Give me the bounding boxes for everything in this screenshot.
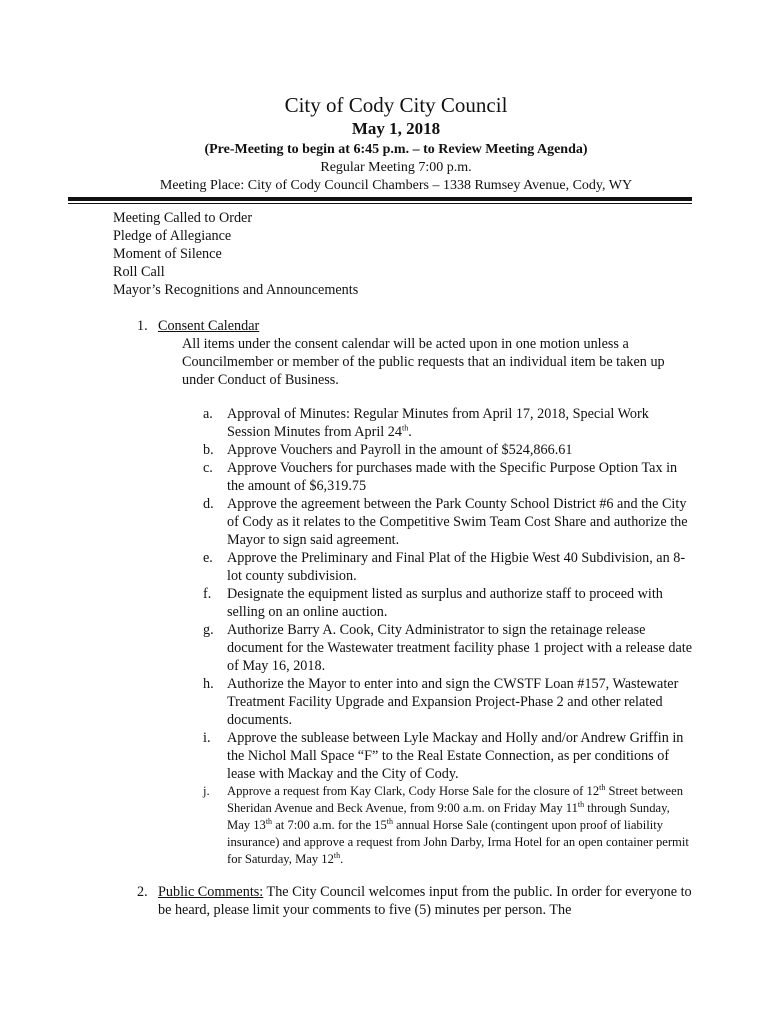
item-label: c. bbox=[203, 460, 213, 476]
item-text: Authorize the Mayor to enter into and sign the CWSTF Loan #157, Wastewater Treatment Facility Upgrade and Expansion Project-Phase 2 and other related documents. bbox=[227, 676, 679, 728]
section-consent-calendar bbox=[137, 317, 697, 389]
pre-meeting-note: (Pre-Meeting to begin at 6:45 p.m. – to Review Meeting Agenda) bbox=[204, 142, 588, 157]
opening-item: Pledge of Allegiance bbox=[113, 228, 232, 244]
list-item bbox=[203, 495, 693, 549]
list-item bbox=[203, 459, 693, 495]
item-label: e. bbox=[203, 550, 213, 566]
consent-items-list bbox=[203, 405, 693, 868]
list-item bbox=[203, 621, 693, 675]
list-item bbox=[203, 585, 693, 621]
item-label: g. bbox=[203, 622, 214, 638]
item-superscript: th bbox=[333, 850, 341, 860]
item-superscript: th bbox=[401, 423, 409, 433]
item-text-end: . bbox=[408, 424, 412, 440]
item-text: Approve the agreement between the Park County School District #6 and the City of Cody as it relates to the Competitive Swim Team Cost Share and authorize the Mayor to sign said agreement. bbox=[227, 496, 688, 548]
item-text: Approve a request from Kay Clark, Cody Horse Sale for the closure of 12 bbox=[227, 784, 600, 798]
list-item bbox=[203, 405, 693, 441]
section-number: 2. bbox=[137, 884, 148, 900]
item-superscript: th bbox=[265, 816, 273, 826]
list-item bbox=[203, 729, 693, 783]
agenda-header bbox=[60, 92, 732, 195]
section-number: 1. bbox=[137, 318, 148, 334]
list-item bbox=[203, 675, 693, 729]
opening-item: Moment of Silence bbox=[113, 246, 222, 262]
list-item bbox=[203, 549, 693, 585]
section-heading: Public Comments: bbox=[158, 884, 264, 900]
item-text: at 7:00 a.m. for the 15 bbox=[272, 818, 387, 832]
item-superscript: th bbox=[599, 782, 606, 792]
section-heading: Consent Calendar bbox=[158, 318, 260, 334]
item-label: h. bbox=[203, 676, 214, 692]
item-label: b. bbox=[203, 442, 214, 458]
item-text: through Sunday, May 13 bbox=[227, 801, 670, 832]
item-text: Approve Vouchers and Payroll in the amount of $524,866.61 bbox=[227, 442, 573, 458]
section-description: All items under the consent calendar will be acted upon in one motion unless a Councilmember or member of the public requests that an individual item be taken up under Conduct of Business. bbox=[182, 336, 665, 388]
opening-list bbox=[113, 209, 358, 299]
item-superscript: th bbox=[577, 799, 585, 809]
section-text: The City Council welcomes input from the public. In order for everyone to be heard, please limit your comments to five (5) minutes per person. The bbox=[158, 884, 692, 918]
council-title: City of Cody City Council bbox=[284, 93, 508, 117]
item-text: Designate the equipment listed as surplus and authorize staff to proceed with selling on an online auction. bbox=[227, 586, 663, 620]
item-text: . bbox=[340, 852, 344, 866]
item-text: Approve Vouchers for purchases made with the Specific Purpose Option Tax in the amount of $6,319.75 bbox=[227, 460, 678, 494]
item-label: i. bbox=[203, 730, 211, 746]
item-text: Street between Sheridan Avenue and Beck Avenue, from 9:00 a.m. on Friday May 11 bbox=[227, 784, 683, 815]
list-item bbox=[203, 783, 693, 868]
opening-item: Mayor’s Recognitions and Announcements bbox=[113, 282, 359, 298]
item-label: j. bbox=[203, 784, 210, 798]
opening-item: Meeting Called to Order bbox=[113, 210, 253, 226]
meeting-date: May 1, 2018 bbox=[351, 119, 441, 138]
list-item bbox=[203, 441, 693, 459]
item-text: Approve the Preliminary and Final Plat of the Higbie West 40 Subdivision, an 8-lot county subdivision. bbox=[227, 550, 686, 584]
item-label: f. bbox=[203, 586, 212, 602]
opening-item: Roll Call bbox=[113, 264, 165, 280]
section-public-comments bbox=[137, 883, 697, 919]
item-label: a. bbox=[203, 406, 213, 422]
regular-meeting-time: Regular Meeting 7:00 p.m. bbox=[320, 160, 472, 175]
item-label: d. bbox=[203, 496, 214, 512]
meeting-place: Meeting Place: City of Cody Council Chambers – 1338 Rumsey Avenue, Cody, WY bbox=[159, 178, 633, 193]
item-text: Approval of Minutes: Regular Minutes from April 17, 2018, Special Work Session Minutes from April 24 bbox=[227, 406, 649, 440]
item-text: annual Horse Sale (contingent upon proof of liability insurance) and approve a request from John Darby, Irma Hotel for an open container permit for Saturday, May 12 bbox=[227, 818, 689, 866]
item-text: Authorize Barry A. Cook, City Administrator to sign the retainage release document for the Wastewater treatment facility phase 1 project with a release date of May 16, 2018. bbox=[227, 622, 693, 674]
header-divider-thin bbox=[68, 203, 692, 204]
header-divider-thick bbox=[68, 197, 692, 201]
item-superscript: th bbox=[386, 816, 394, 826]
item-text: Approve the sublease between Lyle Mackay and Holly and/or Andrew Griffin in the Nichol Mall Space “F” to the Real Estate Connection, as per conditions of lease with Mackay and the City of Cody. bbox=[227, 730, 684, 782]
